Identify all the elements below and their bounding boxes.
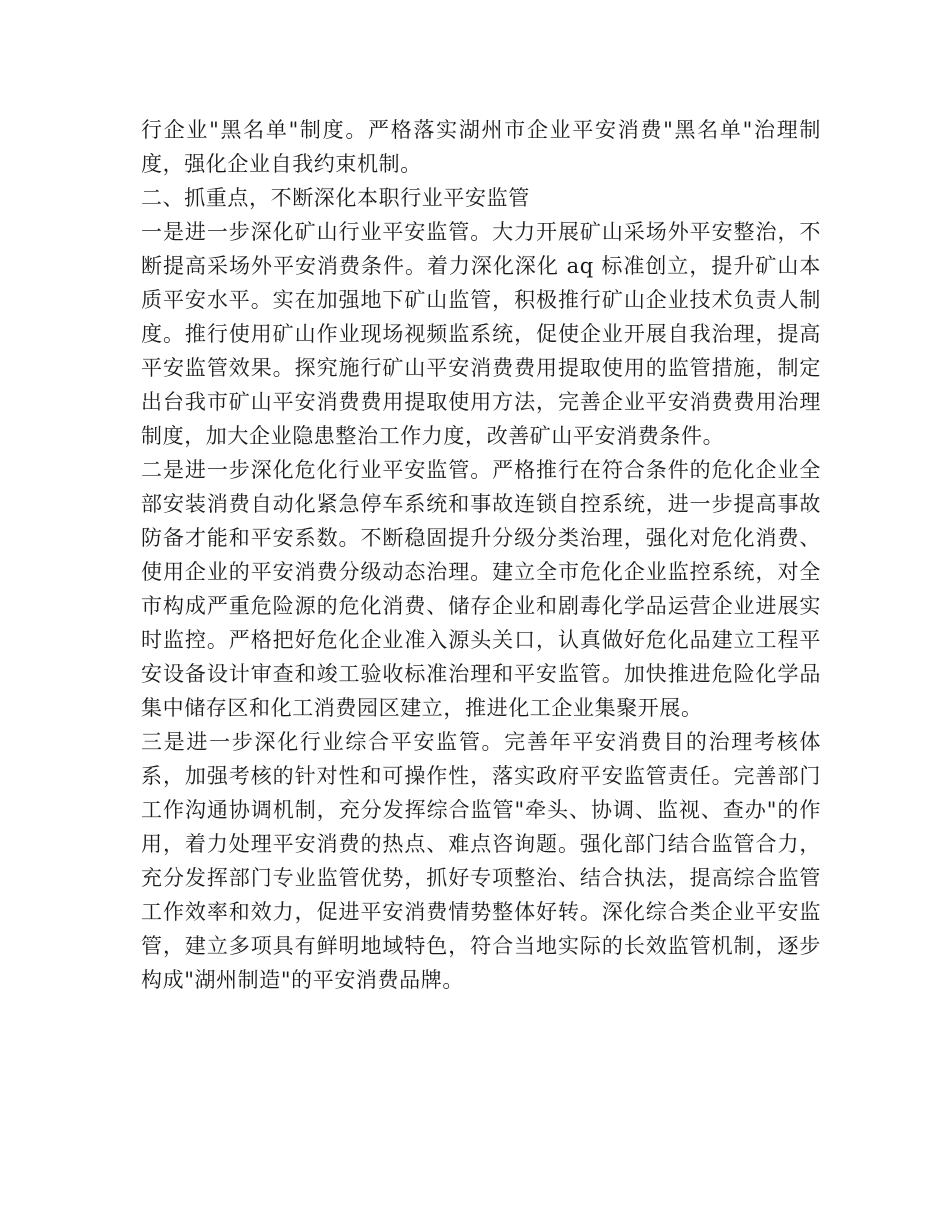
- paragraph-blacklist-intro: 行企业"黑名单"制度。严格落实湖州市企业平安消费"黑名单"治理制度，强化企业自我约束机制。: [141, 118, 821, 176]
- paragraph-mining-supervision: 一是进一步深化矿山行业平安监管。大力开展矿山采场外平安整治，不断提高采场外平安消费条件。着力深化深化 aq 标准创立，提升矿山本质平安水平。实在加强地下矿山监管，积极推行矿山企业技术负责人制度。推行使用矿山作业现场视频监系统，促使企业开展自我治理，提高平安监管效果。探究施行矿山平安消费费用提取使用的监管措施，制定出台我市矿山平安消费费用提取使用方法，完善企业平安消费费用治理制度，加大企业隐患整治工作力度，改善矿山平安消费条件。: [141, 220, 821, 448]
- paragraph-comprehensive-supervision: 三是进一步深化行业综合平安监管。完善年平安消费目的治理考核体系，加强考核的针对性和可操作性，落实政府平安监管责任。完善部门工作沟通协调机制，充分发挥综合监管"牵头、协调、监视、查办"的作用，着力处理平安消费的热点、难点咨询题。强化部门结合监管合力，充分发挥部门专业监管优势，抓好专项整治、结合执法，提高综合监管工作效率和效力，促进平安消费情势整体好转。深化综合类企业平安监管，建立多项具有鲜明地域特色，符合当地实际的长效监管机制，逐步构成"湖州制造"的平安消费品牌。: [141, 730, 821, 992]
- document-body: [141, 113, 821, 997]
- section-heading-2: 二、抓重点，不断深化本职行业平安监管: [141, 186, 530, 210]
- paragraph-hazardous-chemicals: 二是进一步深化危化行业平安监管。严格推行在符合条件的危化企业全部安装消费自动化紧急停车系统和事故连锁自控系统，进一步提高事故防备才能和平安系数。不断稳固提升分级分类治理，强化对危化消费、使用企业的平安消费分级动态治理。建立全市危化企业监控系统，对全市构成严重危险源的危化消费、储存企业和剧毒化学品运营企业进展实时监控。严格把好危化企业准入源头关口，认真做好危化品建立工程平安设备设计审查和竣工验收标准治理和平安监管。加快推进危险化学品集中储存区和化工消费园区建立，推进化工企业集聚开展。: [141, 458, 821, 720]
